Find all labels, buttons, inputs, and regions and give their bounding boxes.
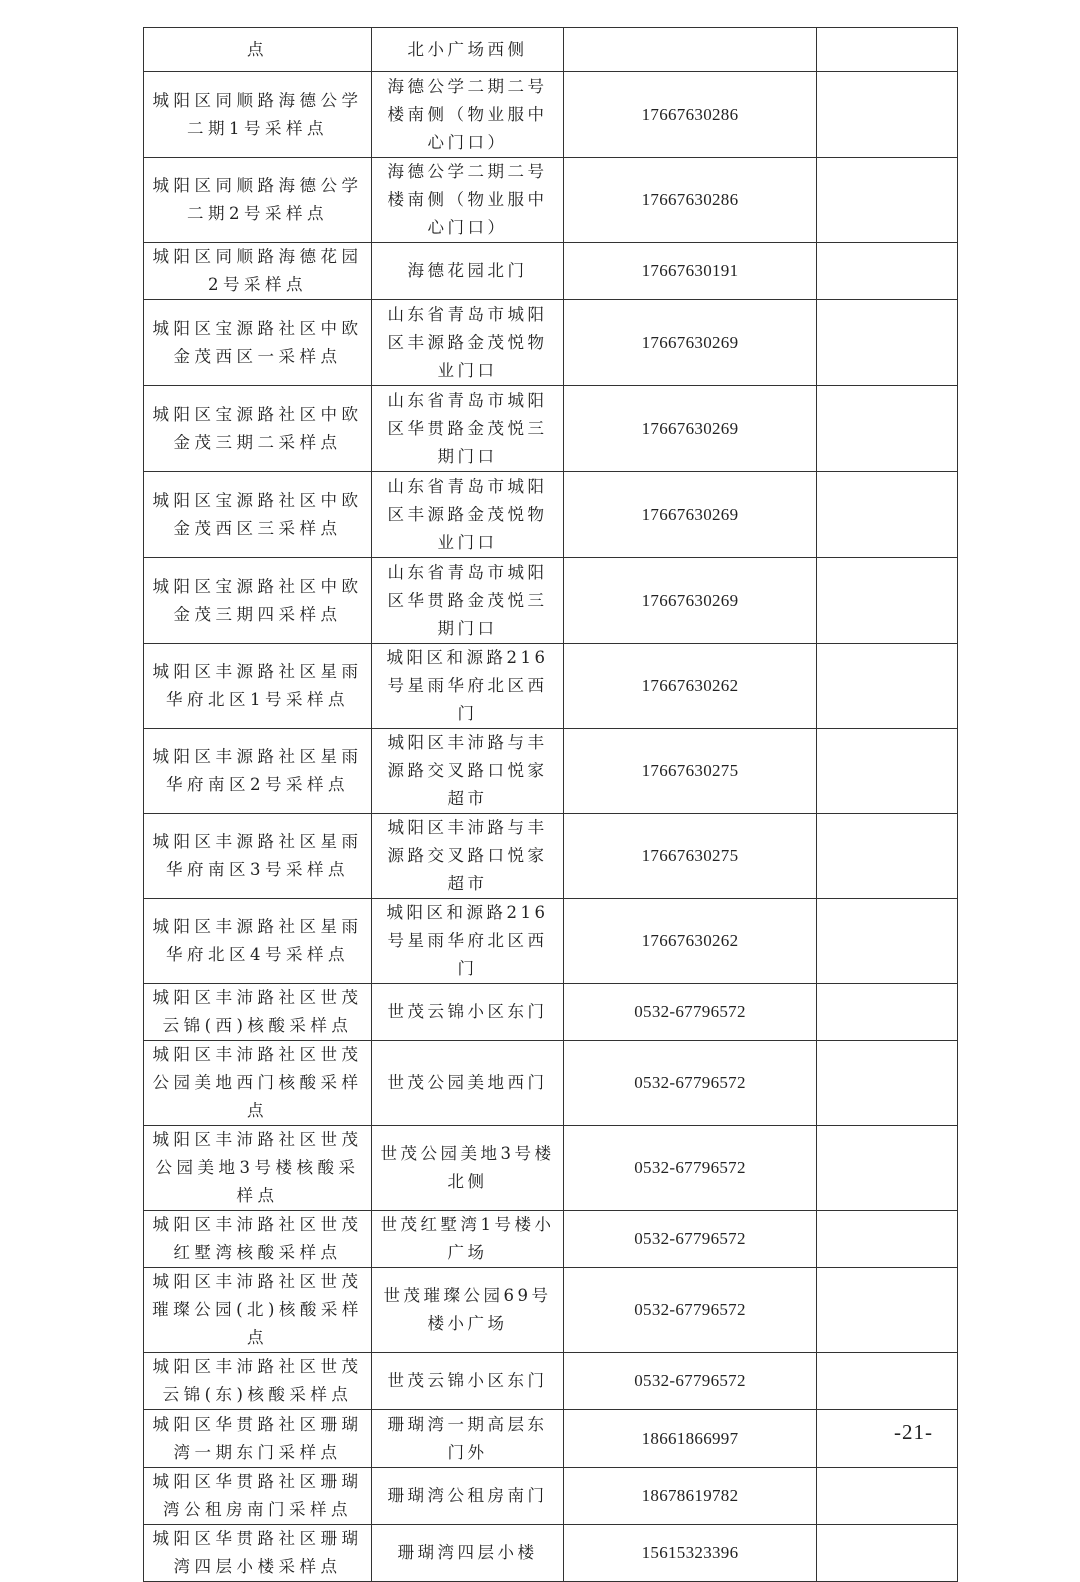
site-name-cell: 城阳区丰源路社区星雨华府南区2号采样点	[144, 729, 372, 814]
address-cell: 山东省青岛市城阳区丰源路金茂悦物业门口	[372, 300, 564, 386]
remarks-cell	[817, 984, 958, 1041]
site-name-cell: 城阳区同顺路海德公学二期1号采样点	[144, 72, 372, 158]
address-cell: 城阳区和源路216号星雨华府北区西门	[372, 644, 564, 729]
site-name-cell: 城阳区丰沛路社区世茂璀璨公园(北)核酸采样点	[144, 1268, 372, 1353]
site-name-cell: 点	[144, 28, 372, 72]
table-row	[144, 729, 958, 814]
phone-cell: 17667630262	[564, 644, 817, 729]
remarks-cell	[817, 1468, 958, 1525]
address-cell: 世茂红墅湾1号楼小广场	[372, 1211, 564, 1268]
table-row	[144, 644, 958, 729]
remarks-cell	[817, 1268, 958, 1353]
table-row	[144, 28, 958, 72]
phone-cell: 0532-67796572	[564, 1268, 817, 1353]
table-row	[144, 300, 958, 386]
site-name-cell: 城阳区丰源路社区星雨华府北区4号采样点	[144, 899, 372, 984]
remarks-cell	[817, 386, 958, 472]
site-name-cell: 城阳区丰沛路社区世茂红墅湾核酸采样点	[144, 1211, 372, 1268]
address-cell: 世茂公园美地西门	[372, 1041, 564, 1126]
address-cell: 世茂云锦小区东门	[372, 984, 564, 1041]
remarks-cell	[817, 729, 958, 814]
address-cell: 世茂云锦小区东门	[372, 1353, 564, 1410]
remarks-cell	[817, 814, 958, 899]
phone-cell: 17667630286	[564, 72, 817, 158]
address-cell: 珊瑚湾一期高层东门外	[372, 1410, 564, 1468]
table-row	[144, 1410, 958, 1468]
address-cell: 山东省青岛市城阳区丰源路金茂悦物业门口	[372, 472, 564, 558]
site-name-cell: 城阳区宝源路社区中欧金茂西区三采样点	[144, 472, 372, 558]
sampling-points-table	[143, 27, 958, 1582]
remarks-cell	[817, 28, 958, 72]
remarks-cell	[817, 899, 958, 984]
phone-cell: 17667630286	[564, 158, 817, 243]
table-row	[144, 158, 958, 243]
site-name-cell: 城阳区宝源路社区中欧金茂三期二采样点	[144, 386, 372, 472]
address-cell: 海德公学二期二号楼南侧（物业服中心门口）	[372, 158, 564, 243]
table-row	[144, 72, 958, 158]
remarks-cell	[817, 472, 958, 558]
table-row	[144, 899, 958, 984]
address-cell: 珊瑚湾四层小楼	[372, 1525, 564, 1582]
site-name-cell: 城阳区宝源路社区中欧金茂三期四采样点	[144, 558, 372, 644]
table-row	[144, 1041, 958, 1126]
phone-cell: 17667630269	[564, 300, 817, 386]
remarks-cell	[817, 1211, 958, 1268]
site-name-cell: 城阳区丰沛路社区世茂云锦(西)核酸采样点	[144, 984, 372, 1041]
page-number: -21-	[894, 1420, 933, 1444]
site-name-cell: 城阳区丰源路社区星雨华府北区1号采样点	[144, 644, 372, 729]
phone-cell: 0532-67796572	[564, 1126, 817, 1211]
table-row	[144, 243, 958, 300]
address-cell: 城阳区丰沛路与丰源路交叉路口悦家超市	[372, 814, 564, 899]
table-row	[144, 1268, 958, 1353]
site-name-cell: 城阳区华贯路社区珊瑚湾四层小楼采样点	[144, 1525, 372, 1582]
site-name-cell: 城阳区丰沛路社区世茂云锦(东)核酸采样点	[144, 1353, 372, 1410]
remarks-cell	[817, 1041, 958, 1126]
remarks-cell	[817, 644, 958, 729]
phone-cell: 0532-67796572	[564, 1211, 817, 1268]
remarks-cell	[817, 1410, 958, 1468]
table-row	[144, 1525, 958, 1582]
table-row	[144, 1126, 958, 1211]
table-row	[144, 1211, 958, 1268]
address-cell: 海德花园北门	[372, 243, 564, 300]
table-row	[144, 984, 958, 1041]
table-row	[144, 386, 958, 472]
remarks-cell	[817, 558, 958, 644]
remarks-cell	[817, 1126, 958, 1211]
remarks-cell	[817, 243, 958, 300]
phone-cell: 17667630262	[564, 899, 817, 984]
phone-cell: 17667630191	[564, 243, 817, 300]
address-cell: 城阳区和源路216号星雨华府北区西门	[372, 899, 564, 984]
phone-cell: 17667630275	[564, 814, 817, 899]
remarks-cell	[817, 158, 958, 243]
site-name-cell: 城阳区同顺路海德公学二期2号采样点	[144, 158, 372, 243]
remarks-cell	[817, 1525, 958, 1582]
site-name-cell: 城阳区华贯路社区珊瑚湾一期东门采样点	[144, 1410, 372, 1468]
phone-cell: 17667630275	[564, 729, 817, 814]
site-name-cell: 城阳区同顺路海德花园2号采样点	[144, 243, 372, 300]
address-cell: 山东省青岛市城阳区华贯路金茂悦三期门口	[372, 558, 564, 644]
address-cell: 城阳区丰沛路与丰源路交叉路口悦家超市	[372, 729, 564, 814]
remarks-cell	[817, 1353, 958, 1410]
phone-cell	[564, 28, 817, 72]
phone-cell: 0532-67796572	[564, 1353, 817, 1410]
site-name-cell: 城阳区丰沛路社区世茂公园美地西门核酸采样点	[144, 1041, 372, 1126]
phone-cell: 17667630269	[564, 472, 817, 558]
address-cell: 世茂公园美地3号楼北侧	[372, 1126, 564, 1211]
remarks-cell	[817, 300, 958, 386]
address-cell: 海德公学二期二号楼南侧（物业服中心门口）	[372, 72, 564, 158]
site-name-cell: 城阳区华贯路社区珊瑚湾公租房南门采样点	[144, 1468, 372, 1525]
site-name-cell: 城阳区丰沛路社区世茂公园美地3号楼核酸采样点	[144, 1126, 372, 1211]
address-cell: 山东省青岛市城阳区华贯路金茂悦三期门口	[372, 386, 564, 472]
table-row	[144, 1468, 958, 1525]
address-cell: 珊瑚湾公租房南门	[372, 1468, 564, 1525]
address-cell: 北小广场西侧	[372, 28, 564, 72]
phone-cell: 0532-67796572	[564, 1041, 817, 1126]
phone-cell: 18678619782	[564, 1468, 817, 1525]
phone-cell: 17667630269	[564, 558, 817, 644]
table-row	[144, 558, 958, 644]
phone-cell: 0532-67796572	[564, 984, 817, 1041]
table-row	[144, 814, 958, 899]
phone-cell: 17667630269	[564, 386, 817, 472]
table-row	[144, 472, 958, 558]
phone-cell: 15615323396	[564, 1525, 817, 1582]
table-row	[144, 1353, 958, 1410]
site-name-cell: 城阳区宝源路社区中欧金茂西区一采样点	[144, 300, 372, 386]
address-cell: 世茂璀璨公园69号楼小广场	[372, 1268, 564, 1353]
phone-cell: 18661866997	[564, 1410, 817, 1468]
site-name-cell: 城阳区丰源路社区星雨华府南区3号采样点	[144, 814, 372, 899]
remarks-cell	[817, 72, 958, 158]
